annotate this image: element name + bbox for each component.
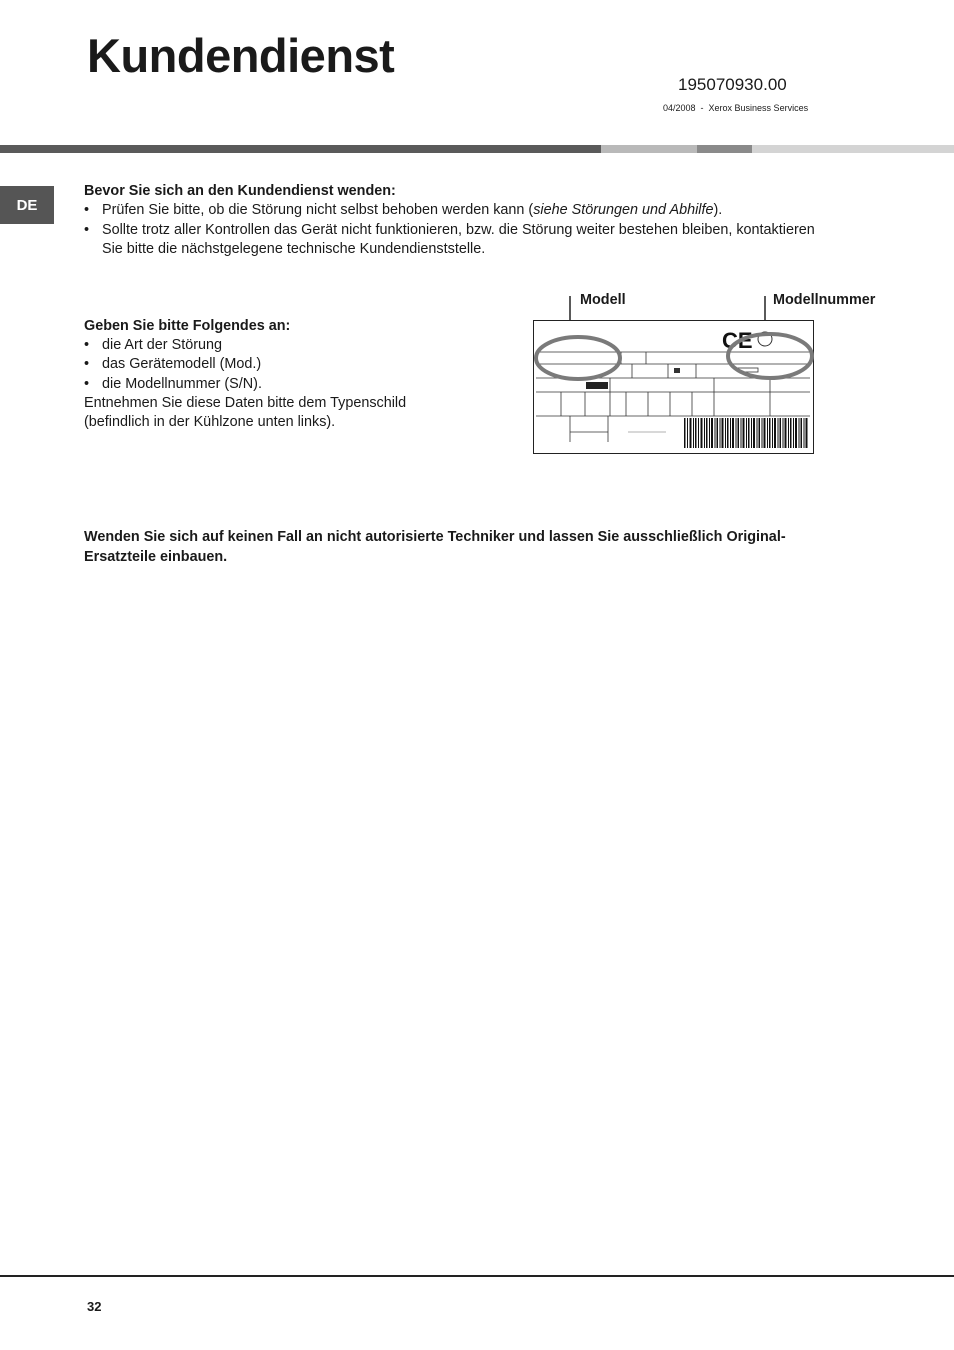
rating-plate-diagram [528, 292, 828, 462]
list-item: die Modellnummer (S/N). [102, 376, 262, 392]
note-text: (befindlich in der Kühlzone unten links). [84, 414, 336, 430]
energy-class-icon [586, 382, 608, 389]
bullet-marker: • [84, 356, 90, 372]
list-item-continuation: Sie bitte die nächstgelegene technische Kundendienststelle. [102, 241, 486, 257]
serial-label: Modellnummer [773, 292, 876, 308]
header-bar-mid [697, 145, 752, 153]
bullet-text: Prüfen Sie bitte, ob die Störung nicht selbst behoben werden kann ( [102, 202, 534, 218]
section-heading: Bevor Sie sich an den Kundendienst wenden: [84, 183, 396, 199]
model-label: Modell [580, 292, 626, 308]
page-number: 32 [87, 1299, 102, 1314]
footer-rule [0, 1275, 954, 1277]
list-item: Sollte trotz aller Kontrollen das Gerät nicht funktionieren, bzw. die Störung weiter bestehen bleiben, kontaktieren [102, 222, 815, 238]
page-title: Kundendienst [87, 29, 395, 82]
plug-icon [674, 368, 680, 373]
bullet-marker: • [84, 376, 90, 392]
header-bar-pale [752, 145, 954, 153]
list-item: das Gerätemodell (Mod.) [102, 356, 262, 372]
document-number: 195070930.00 [678, 75, 787, 94]
ce-mark: CE [722, 328, 753, 353]
section-heading: Geben Sie bitte Folgendes an: [84, 318, 291, 334]
bullet-marker: • [84, 222, 90, 238]
bullet-text-end: ). [713, 202, 723, 218]
header-bar-light [601, 145, 697, 153]
language-tab: DE [0, 186, 54, 224]
list-item [102, 201, 722, 221]
document-meta: 04/2008 - Xerox Business Services [663, 103, 809, 113]
bullet-marker: • [84, 337, 90, 353]
note-text: Entnehmen Sie diese Daten bitte dem Typenschild [84, 395, 407, 411]
reference-text: siehe Störungen und Abhilfe [533, 202, 714, 218]
header-bar-dark [0, 145, 601, 153]
warning-text: Wenden Sie sich auf keinen Fall an nicht autorisierte Techniker und lassen Sie ausschließlich Original- [84, 529, 786, 545]
bullet-marker: • [84, 202, 90, 218]
list-item: die Art der Störung [102, 337, 222, 353]
warning-text: Ersatzteile einbauen. [84, 549, 228, 565]
